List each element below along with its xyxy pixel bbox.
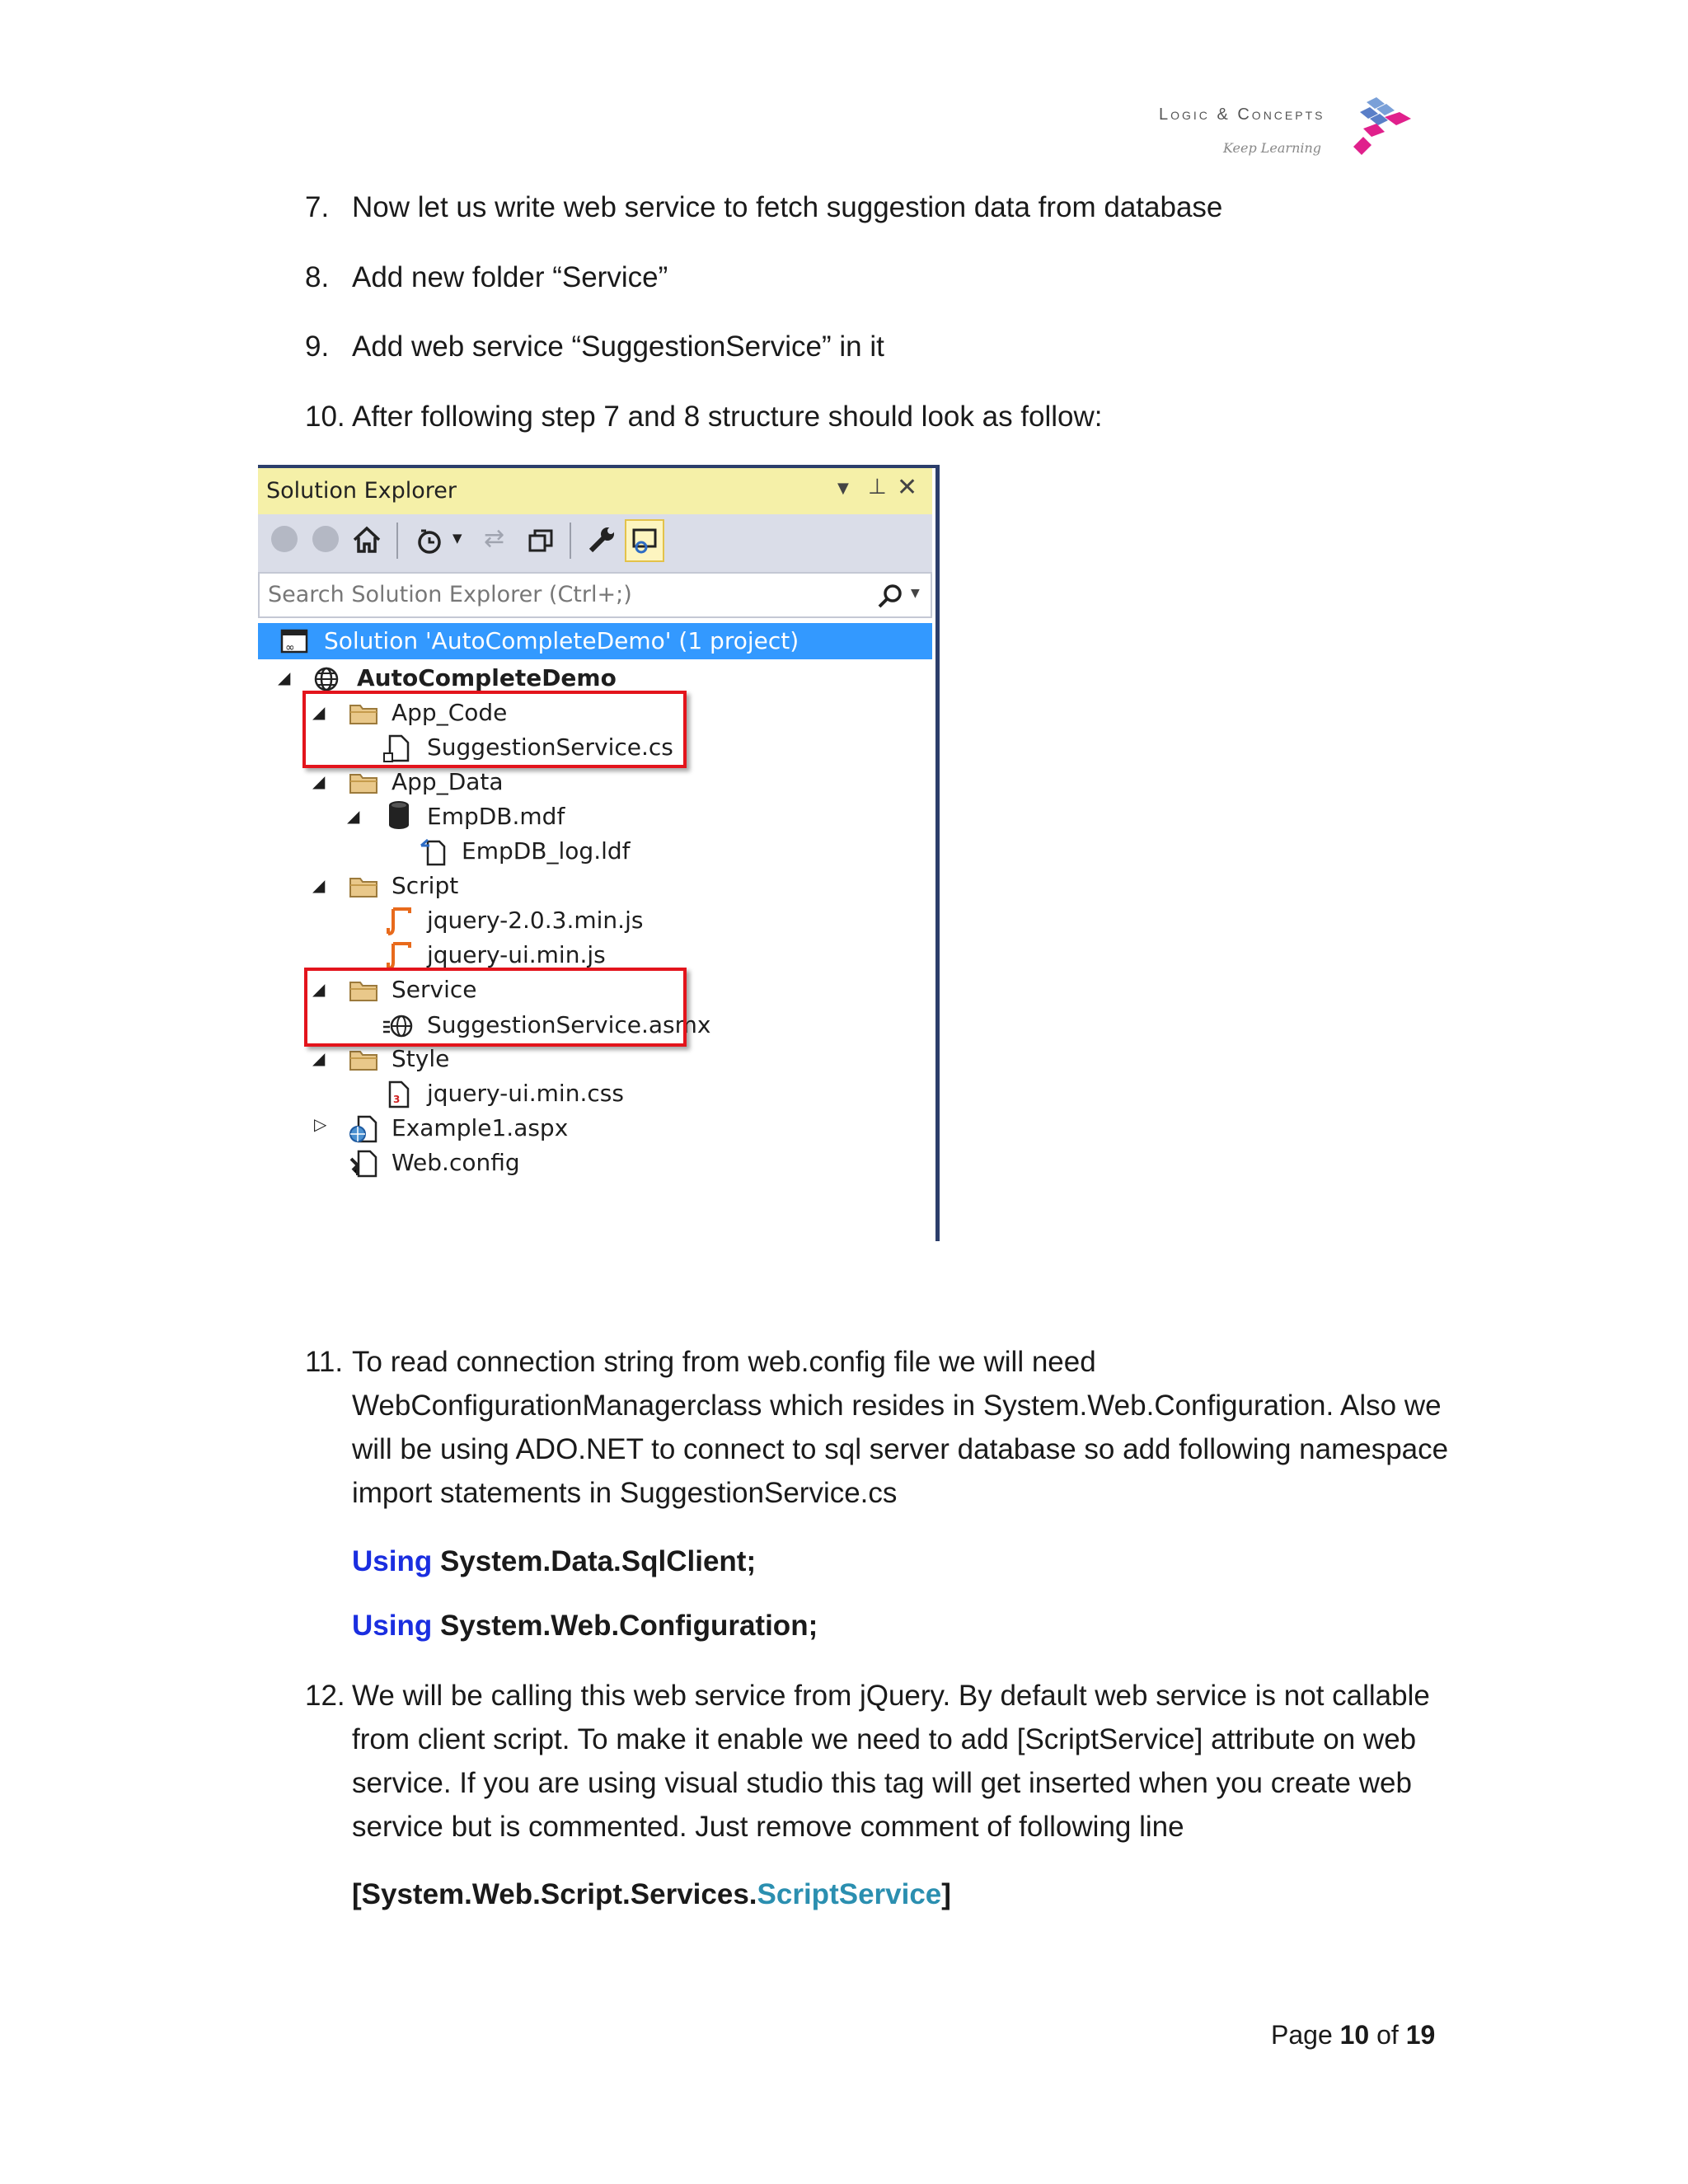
tree-label-solution: Solution 'AutoCompleteDemo' (1 project) <box>324 627 799 654</box>
code-script-service-attribute <box>352 1872 951 1916</box>
log-file-icon <box>420 837 448 867</box>
expander-collapsed-icon[interactable]: ▷ <box>314 1114 327 1134</box>
aspx-file-icon <box>349 1114 378 1144</box>
expander-icon[interactable]: ◢ <box>312 702 326 722</box>
step-12-line-2: from client script. To make it enable we need to add [ScriptService] attribute on web <box>352 1723 1417 1755</box>
properties-icon[interactable] <box>586 524 617 555</box>
tree-label-app-data[interactable]: App_Data <box>392 768 504 795</box>
tree-label-suggestion-cs[interactable]: SuggestionService.cs <box>427 733 673 761</box>
step-8-text: Add new folder “Service” <box>352 261 668 293</box>
solution-icon <box>279 628 309 656</box>
expander-icon[interactable]: ◢ <box>312 1048 326 1068</box>
tree-label-webconfig[interactable]: Web.config <box>392 1149 520 1176</box>
step-12-line-4: service but is commented. Just remove comment of following line <box>352 1811 1184 1843</box>
pin-icon[interactable]: ⊥ <box>868 475 887 499</box>
code-namespace: System.Web.Configuration; <box>432 1610 818 1642</box>
step-12-line-3: service. If you are using visual studio this tag will get inserted when you create web <box>352 1767 1412 1799</box>
code-keyword: Using <box>352 1545 433 1577</box>
tree-label-example[interactable]: Example1.aspx <box>392 1114 569 1141</box>
web-project-icon <box>312 665 340 693</box>
step-10-number: 10. <box>305 401 345 433</box>
tree-label-style[interactable]: Style <box>392 1045 450 1072</box>
of-label: of <box>1376 2020 1399 2050</box>
step-7-text: Now let us write web service to fetch suggestion data from database <box>352 191 1223 223</box>
tree-row-solution[interactable] <box>258 623 932 659</box>
code-using-sqlclient <box>352 1540 756 1583</box>
tree-label-jquery-css[interactable]: jquery-ui.min.css <box>427 1080 624 1107</box>
step-12-line-1: We will be calling this web service from jQuery. By default web service is not callable <box>352 1680 1430 1712</box>
step-10-text: After following step 7 and 8 structure should look as follow: <box>352 401 1103 433</box>
dropdown-icon[interactable]: ▼ <box>837 480 849 497</box>
step-11-number: 11. <box>305 1346 344 1378</box>
step-7-number: 7. <box>305 191 330 223</box>
page-current: 10 <box>1339 2020 1370 2050</box>
highlight-app-code-box <box>302 691 687 768</box>
tree-label-app-code[interactable]: App_Code <box>392 699 508 726</box>
step-9-number: 9. <box>305 330 330 363</box>
tree-label-empdb-log[interactable]: EmpDB_log.ldf <box>462 837 631 865</box>
js-file-icon <box>385 907 413 936</box>
config-file-icon <box>349 1149 378 1179</box>
page-number <box>1271 2020 1435 2050</box>
page-label: Page <box>1271 2020 1333 2050</box>
tree-label-empdb-mdf[interactable]: EmpDB.mdf <box>427 803 565 830</box>
folder-icon <box>349 770 378 794</box>
search-icon[interactable] <box>876 582 906 612</box>
expander-icon[interactable]: ◢ <box>347 806 360 826</box>
expander-icon[interactable]: ◢ <box>312 771 326 791</box>
page-total: 19 <box>1405 2020 1436 2050</box>
logo-text: Logic & Concepts <box>1159 105 1325 124</box>
step-11-line-4: import statements in SuggestionService.cs <box>352 1477 898 1509</box>
tree-label-suggestion-asmx[interactable]: SuggestionService.asmx <box>427 1011 711 1038</box>
js-file-icon <box>385 941 413 971</box>
code-using-configuration <box>352 1604 818 1647</box>
svg-text:3: 3 <box>393 1094 401 1105</box>
code-attr-type: ScriptService <box>757 1878 942 1910</box>
expander-icon[interactable]: ◢ <box>312 979 326 999</box>
logo-tagline: Keep Learning <box>1223 140 1322 156</box>
solution-explorer-panel <box>258 465 940 1241</box>
step-8-number: 8. <box>305 261 330 293</box>
search-placeholder: Search Solution Explorer (Ctrl+;) <box>268 582 632 607</box>
code-keyword: Using <box>352 1610 433 1642</box>
tree-label-project[interactable]: AutoCompleteDemo <box>357 664 617 691</box>
step-9-text: Add web service “SuggestionService” in it <box>352 330 884 363</box>
code-attr-prefix: [System.Web.Script.Services. <box>352 1878 757 1910</box>
preview-icon <box>631 527 659 555</box>
search-options-icon[interactable]: ▼ <box>911 587 920 600</box>
logo-icon <box>1352 97 1418 162</box>
home-icon[interactable] <box>351 524 382 555</box>
sync-icon[interactable]: ⇄ <box>484 524 505 553</box>
solution-explorer-toolbar <box>258 514 932 572</box>
svg-text:∞: ∞ <box>285 641 295 654</box>
toolbar-separator <box>396 523 398 559</box>
step-11-line-1: To read connection string from web.config file we will need <box>352 1346 1096 1378</box>
code-attr-suffix: ] <box>941 1878 951 1910</box>
step-11-line-2: WebConfigurationManagerclass which resides in System.Web.Configuration. Also we <box>352 1390 1442 1422</box>
folder-icon <box>349 1047 378 1071</box>
css-file-icon <box>387 1080 411 1109</box>
tree-label-jquery[interactable]: jquery-2.0.3.min.js <box>427 907 644 934</box>
solution-explorer-search[interactable] <box>258 572 932 618</box>
toolbar-separator <box>570 523 571 559</box>
step-11-line-3: will be using ADO.NET to connect to sql server database so add following namespace <box>352 1433 1449 1465</box>
tree-label-jquery-ui[interactable]: jquery-ui.min.js <box>427 941 606 968</box>
history-icon[interactable] <box>415 524 448 557</box>
tree-label-service[interactable]: Service <box>392 976 477 1003</box>
solution-explorer-title: Solution Explorer <box>266 478 457 504</box>
tree-label-script[interactable]: Script <box>392 872 459 899</box>
database-icon <box>387 799 411 831</box>
folder-icon <box>349 874 378 898</box>
history-dropdown-icon[interactable]: ▼ <box>452 531 462 546</box>
expander-icon[interactable]: ◢ <box>278 668 291 687</box>
header-logo <box>1154 97 1426 163</box>
step-12-number: 12. <box>305 1680 345 1712</box>
collapse-all-icon[interactable] <box>527 526 556 555</box>
preview-toggle-button[interactable] <box>625 519 664 562</box>
solution-explorer-titlebar <box>258 468 932 514</box>
expander-icon[interactable]: ◢ <box>312 875 326 895</box>
close-icon[interactable]: ✕ <box>897 473 918 502</box>
back-icon[interactable] <box>271 526 298 552</box>
forward-icon[interactable] <box>312 526 339 552</box>
code-namespace: System.Data.SqlClient; <box>432 1545 757 1577</box>
highlight-service-box <box>304 968 687 1047</box>
